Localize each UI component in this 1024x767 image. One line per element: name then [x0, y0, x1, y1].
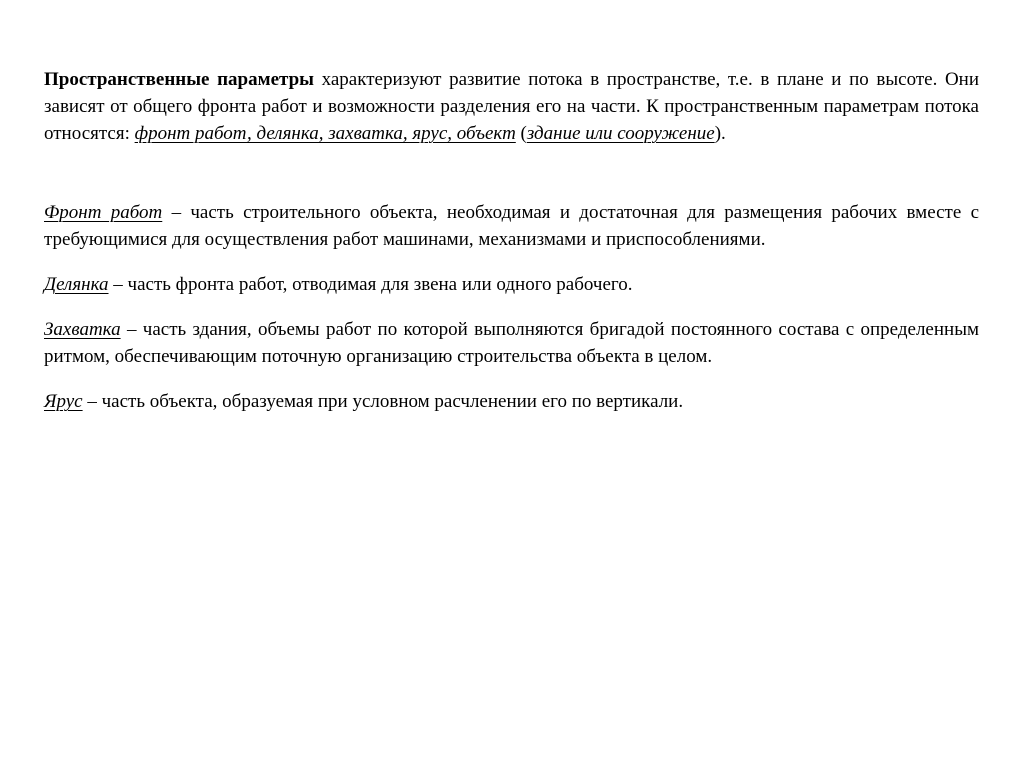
definition-term: Захватка	[44, 319, 121, 340]
intro-list-part2: здание или сооружение	[526, 123, 715, 144]
intro-paragraph	[44, 66, 979, 147]
definition-text: – часть фронта работ, отводимая для звена или одного рабочего.	[108, 274, 633, 295]
intro-term: Пространственные параметры	[44, 69, 314, 90]
document-body	[44, 66, 979, 433]
definition-tier	[44, 388, 979, 415]
intro-paren-open: (	[515, 123, 527, 144]
intro-tail: ).	[714, 123, 726, 144]
definition-text: – часть здания, объемы работ по которой выполняются бригадой постоянного состава с определенным ритмом, обеспечивающим поточную организацию строительства объекта в целом.	[44, 319, 979, 367]
definition-plot	[44, 271, 979, 298]
definition-front	[44, 199, 979, 253]
definition-text: – часть объекта, образуемая при условном расчленении его по вертикали.	[82, 391, 684, 412]
definition-term: Делянка	[44, 274, 109, 295]
definition-section	[44, 316, 979, 370]
definition-term: Ярус	[44, 391, 83, 412]
definition-text: – часть строительного объекта, необходимая и достаточная для размещения рабочих вместе с требующимися для осуществления работ машинами, механизмами и приспособлениями.	[44, 202, 980, 250]
intro-text: характеризуют развитие потока в пространстве, т.е. в плане и по высоте. Они зависят от общего фронта работ и возможности разделения его на части. К пространственным параметрам потока относятся:	[44, 69, 980, 144]
intro-list-part1: фронт работ, делянка, захватка, ярус, объект	[134, 123, 516, 144]
definition-term: Фронт работ	[44, 202, 163, 223]
